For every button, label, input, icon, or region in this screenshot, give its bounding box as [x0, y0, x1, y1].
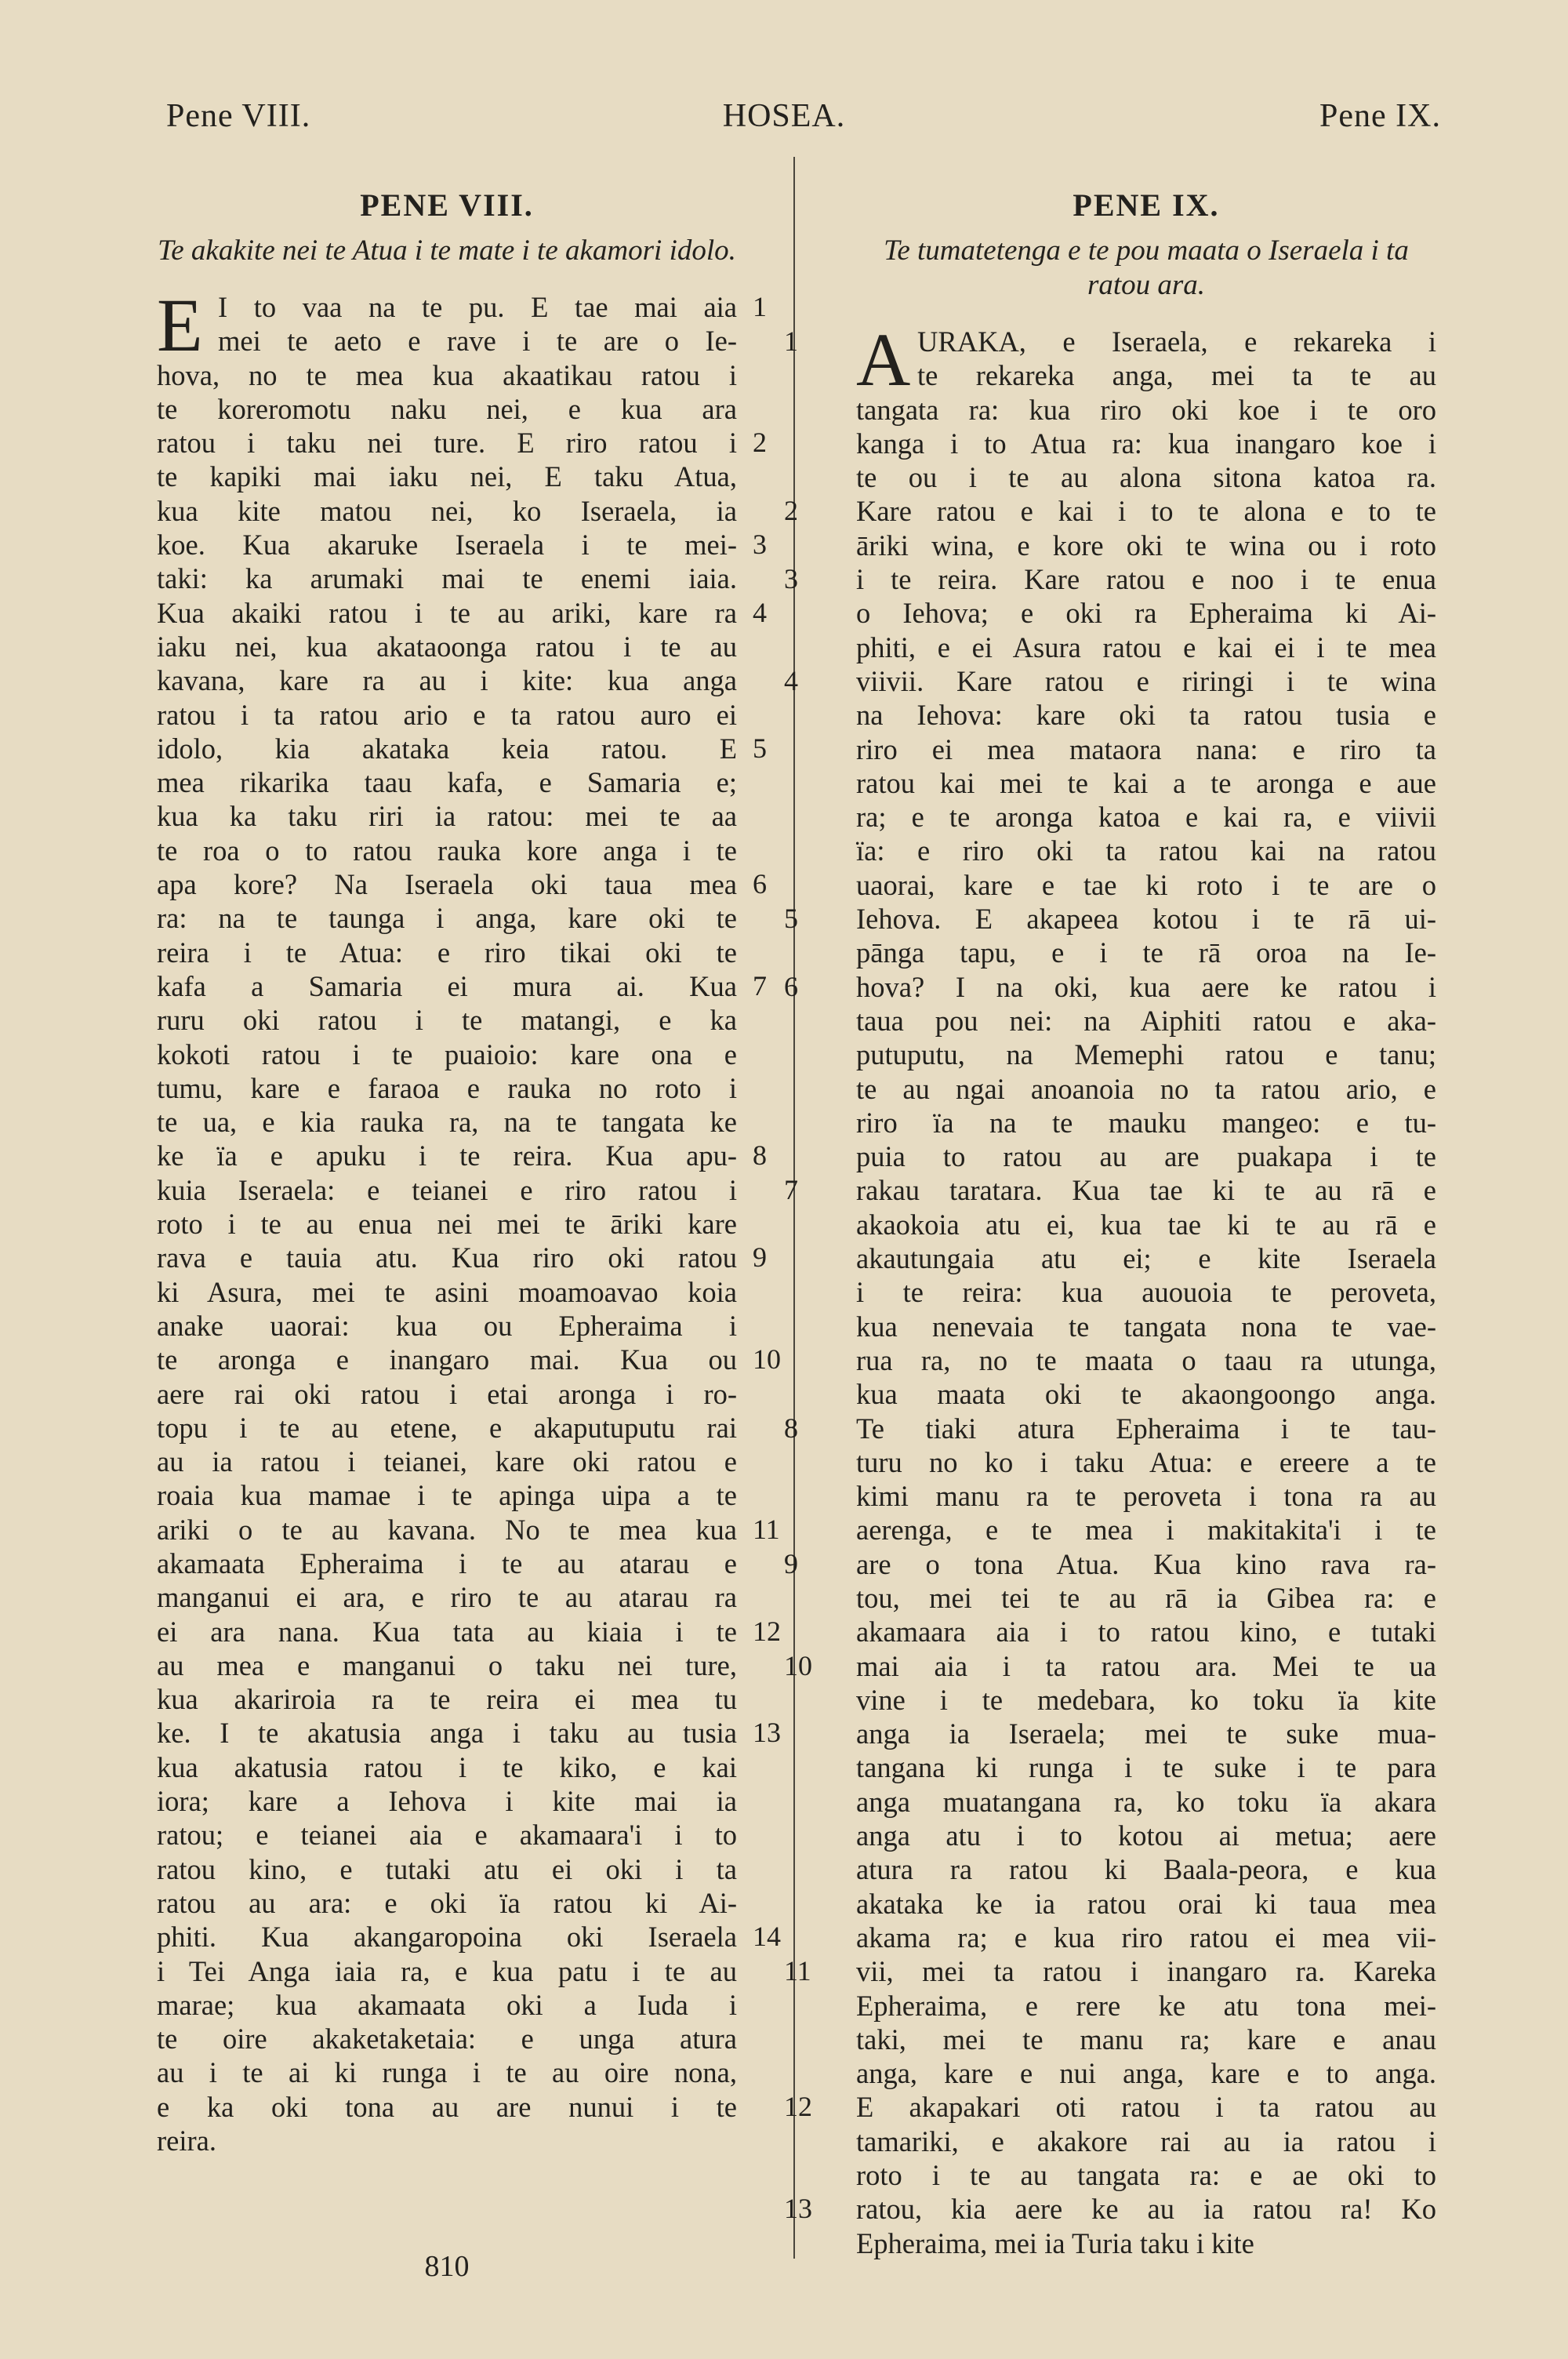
verse-number: 4 [753, 596, 767, 628]
text-line [784, 2192, 1436, 2226]
text-line [784, 1954, 1436, 1988]
line-text: ratou i taku nei ture. E riro ratou i [157, 427, 737, 460]
verse-number: 9 [753, 1241, 767, 1274]
text-line [784, 1412, 1436, 1445]
line-text: Epheraima, e rere ke atu tona mei- [856, 1989, 1436, 2022]
line-text: taua pou nei: na Aiphiti ratou e aka- [856, 1004, 1436, 1037]
text-line [856, 868, 1436, 902]
chapter-summary: Te akakite nei te Atua i te mate i te akamori idolo. [158, 234, 736, 267]
text-line [157, 1750, 737, 1784]
text-line [157, 732, 767, 765]
drop-cap: A [856, 318, 911, 402]
chapter-title: PENE VIII. [360, 187, 534, 223]
verse-number: 10 [753, 1343, 781, 1376]
line-text: roto i te au tangata ra: e ae oki to [856, 2159, 1436, 2192]
verse-number: 11 [753, 1513, 780, 1545]
line-text: te aronga e inangaro mai. Kua ou [157, 1343, 737, 1376]
line-text: tumu, kare e faraoa e rauka no roto i [157, 1071, 737, 1104]
text-line [784, 664, 1436, 698]
line-text: E akapakari oti ratou i ta ratou au [856, 2091, 1436, 2124]
text-line [856, 698, 1436, 732]
verse-number: 7 [784, 1174, 798, 1206]
text-line [856, 1819, 1436, 1852]
text-line [856, 1140, 1436, 1173]
line-text: idolo, kia akataka keia ratou. E [157, 732, 737, 765]
text-line [784, 1547, 1436, 1581]
running-head-book-title: HOSEA. [722, 98, 846, 134]
text-line [157, 324, 737, 358]
verse-number: 7 [753, 969, 767, 1001]
chapter-summary: Te tumatetenga e te pou maata o Iseraela i ta ratou ara. [884, 234, 1409, 301]
text-line [856, 529, 1436, 562]
text-line [856, 732, 1436, 766]
line-text: kimi manu ra te peroveta i tona ra au [856, 1480, 1436, 1513]
line-text: topu i te au etene, e akaputuputu rai [157, 1411, 737, 1444]
verse-number: 3 [784, 563, 798, 595]
text-line [157, 799, 737, 833]
line-text: pānga tapu, e i te rā oroa na Ie- [856, 936, 1436, 969]
line-text: kua maata oki te akaongoongo anga. [856, 1378, 1436, 1411]
text-line [856, 1106, 1436, 1140]
verse-number: 11 [784, 1955, 811, 1987]
text-line [157, 1547, 737, 1580]
text-line [157, 1648, 737, 1682]
text-line [157, 2022, 737, 2055]
text-line [856, 2125, 1436, 2158]
drop-cap: E [157, 283, 203, 367]
verse-number: 4 [784, 664, 798, 696]
text-line [856, 2023, 1436, 2056]
text-line [157, 630, 737, 663]
text-line [157, 1954, 737, 1988]
text-line [856, 800, 1436, 834]
verse-number: 14 [753, 1921, 781, 1953]
text-line [856, 766, 1436, 800]
text-line [856, 1038, 1436, 1071]
left-column [157, 182, 781, 2157]
text-line [856, 1072, 1436, 1106]
line-text: anga atu i to kotou ai metua; aere [856, 1819, 1436, 1852]
line-text: manganui ei ara, e riro te au atarau ra [157, 1581, 737, 1614]
line-text: kokoti ratou i te puaioio: kare ona e [157, 1038, 737, 1070]
line-text: Kare ratou e kai i to te alona e to te [856, 495, 1436, 528]
line-text: na Iehova: kare oki ta ratou tusia e [856, 699, 1436, 732]
line-text: aerenga, e te mea i makitakita'i i te [856, 1514, 1436, 1547]
line-text: ruru oki ratou i te matangi, e ka [157, 1004, 737, 1037]
running-head-right [1319, 93, 1441, 140]
verse-number: 13 [784, 2193, 812, 2225]
verse-number: 6 [753, 868, 767, 900]
text-line [157, 494, 737, 528]
text-line [157, 1886, 737, 1920]
line-text: are o tona Atua. Kua kino rava ra- [856, 1547, 1436, 1580]
text-line [157, 596, 767, 630]
text-line [856, 1581, 1436, 1615]
text-line [856, 427, 1436, 460]
line-text: Kua akaiki ratou i te au ariki, kare ra [157, 596, 737, 629]
text-line [157, 1173, 737, 1207]
line-text: kavana, kare ra au i kite: kua anga [157, 664, 737, 697]
right-column [784, 182, 1436, 2260]
text-line [157, 1513, 780, 1547]
line-text: ratou kai mei te kai a te aronga e aue [856, 766, 1436, 799]
line-text: akamaata Epheraima i te au atarau e [157, 1547, 737, 1579]
line-text: URAKA, e Iseraela, e rekareka i [917, 325, 1436, 358]
text-line [856, 1343, 1436, 1377]
line-text: koe. Kua akaruke Iseraela i te mei- [157, 529, 737, 562]
line-text: au ia ratou i teianei, kare oki ratou e [157, 1445, 737, 1478]
text-line [856, 1989, 1436, 2023]
text-line [856, 1615, 1436, 1648]
line-text: taki: ka arumaki mai te enemi iaia. [157, 562, 737, 595]
line-text: reira. [157, 2125, 216, 2157]
text-line [157, 1784, 737, 1818]
text-line [157, 1852, 737, 1886]
line-text: phiti. Kua akangaropoina oki Iseraela [157, 1921, 737, 1954]
line-text: rava e tauia atu. Kua riro oki ratou [157, 1241, 737, 1274]
column-divider [793, 157, 795, 2259]
line-text: riro ei mea mataora nana: e riro ta [856, 732, 1436, 765]
text-line [157, 1988, 737, 2022]
text-line [856, 460, 1436, 494]
line-text: mei te aeto e rave i te are o Ie- [218, 325, 737, 358]
text-line [157, 1139, 767, 1172]
line-text: te au ngai anoanoia no ta ratou ario, e [856, 1072, 1436, 1105]
verse-number: 1 [784, 325, 798, 357]
line-text: viivii. Kare ratou e riringi i te wina [856, 664, 1436, 697]
text-line [856, 1887, 1436, 1921]
text-line [856, 2158, 1436, 2192]
text-line [157, 1411, 737, 1445]
line-text: tangana ki runga i te suke i te para [856, 1751, 1436, 1784]
line-text: kua ka taku riri ia ratou: mei te aa [157, 800, 737, 833]
text-line [856, 1445, 1436, 1479]
line-text: puia to ratou au are puakapa i te [856, 1140, 1436, 1173]
line-text: kafa a Samaria ei mura ai. Kua [157, 969, 737, 1002]
verse-number: 6 [784, 970, 798, 1002]
line-text: tangata ra: kua riro oki koe i te oro [856, 393, 1436, 426]
line-text: putuputu, na Memephi ratou e tanu; [856, 1038, 1436, 1071]
text-line [856, 1852, 1436, 1886]
text-line [157, 867, 767, 901]
text-line [784, 494, 1436, 528]
line-text: au mea e manganui o taku nei ture, [157, 1648, 737, 1681]
line-text: akataka ke ia ratou orai ki taua mea [856, 1887, 1436, 1920]
text-line [157, 1207, 737, 1241]
text-line [157, 528, 767, 562]
text-line [157, 901, 737, 935]
text-line [856, 1717, 1436, 1750]
line-text: au i te ai ki runga i te au oire nona, [157, 2056, 737, 2089]
line-text: aere rai oki ratou i etai aronga i ro- [157, 1377, 737, 1410]
text-line [856, 393, 1436, 427]
line-text: tamariki, e akakore rai au ia ratou i [856, 2125, 1436, 2157]
line-text: marae; kua akamaata oki a Iuda i [157, 1988, 737, 2021]
line-text: te ou i te au alona sitona katoa ra. [856, 461, 1436, 494]
text-line [157, 969, 767, 1003]
line-text: rakau taratara. Kua tae ki te au rā e [856, 1174, 1436, 1207]
text-line [784, 1173, 1436, 1207]
line-text: mai aia i ta ratou ara. Mei te ua [856, 1649, 1436, 1682]
chapter-title: PENE IX. [1073, 187, 1220, 223]
line-text: akaokoia atu ei, kua tae ki te au rā e [856, 1208, 1436, 1241]
line-text: ratou kino, e tutaki atu ei oki i ta [157, 1852, 737, 1885]
text-line [157, 1377, 737, 1411]
page-number: 810 [424, 2250, 470, 2283]
text-line [856, 1377, 1436, 1411]
text-line [157, 1003, 737, 1037]
text-line [157, 2090, 737, 2124]
line-text: ïa: e riro oki ta ratou kai na ratou [856, 834, 1436, 867]
text-line [856, 631, 1436, 664]
text-line [157, 663, 737, 697]
line-text: iaku nei, kua akataoonga ratou i te au [157, 630, 737, 663]
line-text: I to vaa na te pu. E tae mai aia [218, 291, 737, 323]
text-line [784, 970, 1436, 1004]
text-line [157, 2055, 737, 2089]
text-line [157, 1309, 737, 1343]
text-line [856, 1208, 1436, 1241]
line-text: akama ra; e kua riro ratou ei mea vii- [856, 1921, 1436, 1954]
line-text: e ka oki tona au are nunui i te [157, 2090, 737, 2123]
line-text: ratou au ara: e oki ïa ratou ki Ai- [157, 1886, 737, 1919]
text-line [157, 1071, 737, 1105]
text-line [856, 1785, 1436, 1819]
line-text: i Tei Anga iaia ra, e kua patu i te au [157, 1954, 737, 1987]
running-head-left-number: VIII. [241, 98, 311, 134]
verse-number: 2 [784, 495, 798, 527]
line-text: anga, kare e nui anga, kare e to anga. [856, 2057, 1436, 2090]
line-text: ariki o te au kavana. No te mea kua [157, 1513, 737, 1546]
line-text: te ua, e kia rauka ra, na te tangata ke [157, 1106, 737, 1139]
line-text: reira i te Atua: e riro tikai oki te [157, 936, 737, 969]
line-text: i te reira: kua auouoia te peroveta, [856, 1276, 1436, 1309]
line-text: hova, no te mea kua akaatikau ratou i [157, 358, 737, 391]
text-line [856, 936, 1436, 969]
line-text: kua kite matou nei, ko Iseraela, ia [157, 494, 737, 527]
text-line [856, 2056, 1436, 2090]
text-line [856, 358, 1436, 392]
text-line [157, 460, 737, 493]
line-text: taki, mei te manu ra; kare e anau [856, 2023, 1436, 2055]
verse-number: 8 [753, 1140, 767, 1172]
line-text: roto i te au enua nei mei te āriki kare [157, 1208, 737, 1241]
text-line [784, 902, 1436, 936]
text-line [157, 1038, 737, 1071]
text-line [856, 1683, 1436, 1717]
text-line [157, 1445, 737, 1478]
line-text: iora; kare a Iehova i kite mai ia [157, 1785, 737, 1818]
line-text: Iehova. E akapeea kotou i te rā ui- [856, 903, 1436, 936]
text-line [856, 1241, 1436, 1275]
line-text: ke. I te akatusia anga i taku au tusia [157, 1717, 737, 1750]
verse-number: 5 [784, 903, 798, 935]
verse-number: 10 [784, 1649, 812, 1681]
text-line [157, 698, 737, 732]
text-line [856, 834, 1436, 867]
text-line [157, 426, 767, 460]
line-text: ra: na te taunga i anga, kare oki te [157, 902, 737, 935]
line-text: ke ïa e apuku i te reira. Kua apu- [157, 1140, 737, 1172]
line-text: anake uaorai: kua ou Epheraima i [157, 1309, 737, 1342]
text-line [784, 562, 1436, 596]
line-text: i te reira. Kare ratou e noo i te enua [856, 563, 1436, 596]
line-text: kua akariroia ra te reira ei mea tu [157, 1683, 737, 1716]
text-line [856, 1479, 1436, 1513]
line-text: ki Asura, mei te asini moamoavao koia [157, 1275, 737, 1308]
line-text: o Iehova; e oki ra Epheraima ki Ai- [856, 597, 1436, 630]
line-text: tou, mei tei te au rā ia Gibea ra: e [856, 1581, 1436, 1614]
text-line [157, 358, 737, 392]
text-line [157, 562, 737, 595]
line-text: āriki wina, e kore oki te wina ou i roto [856, 529, 1436, 562]
verse-number: 8 [784, 1412, 798, 1444]
line-text: atura ra ratou ki Baala-peora, e kua [856, 1853, 1436, 1886]
line-text: kuia Iseraela: e teianei e riro ratou i [157, 1173, 737, 1206]
line-text: kua akatusia ratou i te kiko, e kai [157, 1750, 737, 1783]
line-text: hova? I na oki, kua aere ke ratou i [856, 970, 1436, 1003]
line-text: riro ïa na te mauku mangeo: e tu- [856, 1106, 1436, 1139]
line-text: turu no ko i taku Atua: e ereere a te [856, 1445, 1436, 1478]
verse-text [784, 318, 1436, 2260]
line-text: vine i te medebara, ko toku ïa kite [856, 1683, 1436, 1716]
running-head-left-label: Pene [166, 98, 234, 134]
verse-number: 13 [753, 1717, 781, 1749]
text-line [157, 1580, 737, 1614]
line-text: anga muatangana ra, ko toku ïa akara [856, 1785, 1436, 1818]
verse-text [157, 283, 781, 2157]
text-line [856, 1750, 1436, 1784]
line-text: roaia kua mamae i te apinga uipa a te [157, 1479, 737, 1512]
verse-number: 5 [753, 732, 767, 764]
text-line [157, 1105, 737, 1139]
line-text: ra; e te aronga katoa e kai ra, e viivii [856, 801, 1436, 834]
line-text: ratou i ta ratou ario e ta ratou auro ei [157, 698, 737, 731]
verse-number: 12 [784, 2091, 812, 2123]
text-line [157, 936, 737, 969]
text-line [157, 1818, 737, 1852]
text-line [784, 2090, 1436, 2124]
line-text: akamaara aia i to ratou kino, e tutaki [856, 1616, 1436, 1648]
line-text: Epheraima, mei ia Turia taku i kite [856, 2226, 1254, 2259]
line-text: te koreromotu naku nei, e kua ara [157, 392, 737, 425]
text-line [157, 1682, 737, 1716]
line-text: rua ra, no te maata o taau ra utunga, [856, 1343, 1436, 1376]
running-head-right-number: IX. [1396, 98, 1441, 134]
line-text: phiti, e ei Asura ratou e kai ei i te mea [856, 631, 1436, 663]
verse-number: 2 [753, 427, 767, 459]
line-text: ratou; e teianei aia e akamaara'i i to [157, 1819, 737, 1852]
text-line [157, 1478, 737, 1512]
line-text: akautungaia atu ei; e kite Iseraela [856, 1242, 1436, 1275]
line-text: uaorai, kare e tae ki roto i te are o [856, 868, 1436, 901]
line-text: vii, mei ta ratou i inangaro ra. Kareka [856, 1955, 1436, 1988]
text-line [157, 1241, 767, 1274]
line-text: te oire akaketaketaia: e unga atura [157, 2023, 737, 2055]
line-text: kua nenevaia te tangata nona te vae- [856, 1310, 1436, 1343]
text-line [856, 1921, 1436, 1954]
line-text: mea rikarika taau kafa, e Samaria e; [157, 766, 737, 799]
text-line [157, 1716, 781, 1750]
verse-number: 12 [753, 1615, 781, 1647]
text-line [856, 596, 1436, 630]
verse-number: 3 [753, 529, 767, 561]
text-line [157, 1275, 737, 1309]
text-line [856, 2226, 1436, 2260]
verse-number: 9 [784, 1547, 798, 1579]
verse-number: 1 [753, 291, 767, 322]
text-line [856, 1310, 1436, 1343]
text-line [157, 765, 737, 799]
text-line [856, 1004, 1436, 1038]
text-line [157, 1615, 781, 1648]
line-text: kanga i to Atua ra: kua inangaro koe i [856, 427, 1436, 460]
text-line [157, 834, 737, 867]
text-line [157, 1920, 781, 1954]
text-line [856, 1513, 1436, 1547]
text-line [157, 392, 737, 426]
line-text: apa kore? Na Iseraela oki taua mea [157, 868, 737, 901]
text-line [856, 1275, 1436, 1309]
line-text: ratou, kia aere ke au ia ratou ra! Ko [856, 2193, 1436, 2226]
line-text: ei ara nana. Kua tata au kiaia i te [157, 1615, 737, 1648]
text-line [157, 2124, 737, 2157]
line-text: te roa o to ratou rauka kore anga i te [157, 834, 737, 867]
text-line [157, 1343, 781, 1376]
text-line [784, 1649, 1436, 1683]
line-text: anga ia Iseraela; mei te suke mua- [856, 1717, 1436, 1750]
running-head-right-label: Pene [1319, 98, 1387, 134]
line-text: te rekareka anga, mei ta te au [917, 359, 1436, 392]
line-text: te kapiki mai iaku nei, E taku Atua, [157, 460, 737, 493]
line-text: Te tiaki atura Epheraima i te tau- [856, 1412, 1436, 1445]
